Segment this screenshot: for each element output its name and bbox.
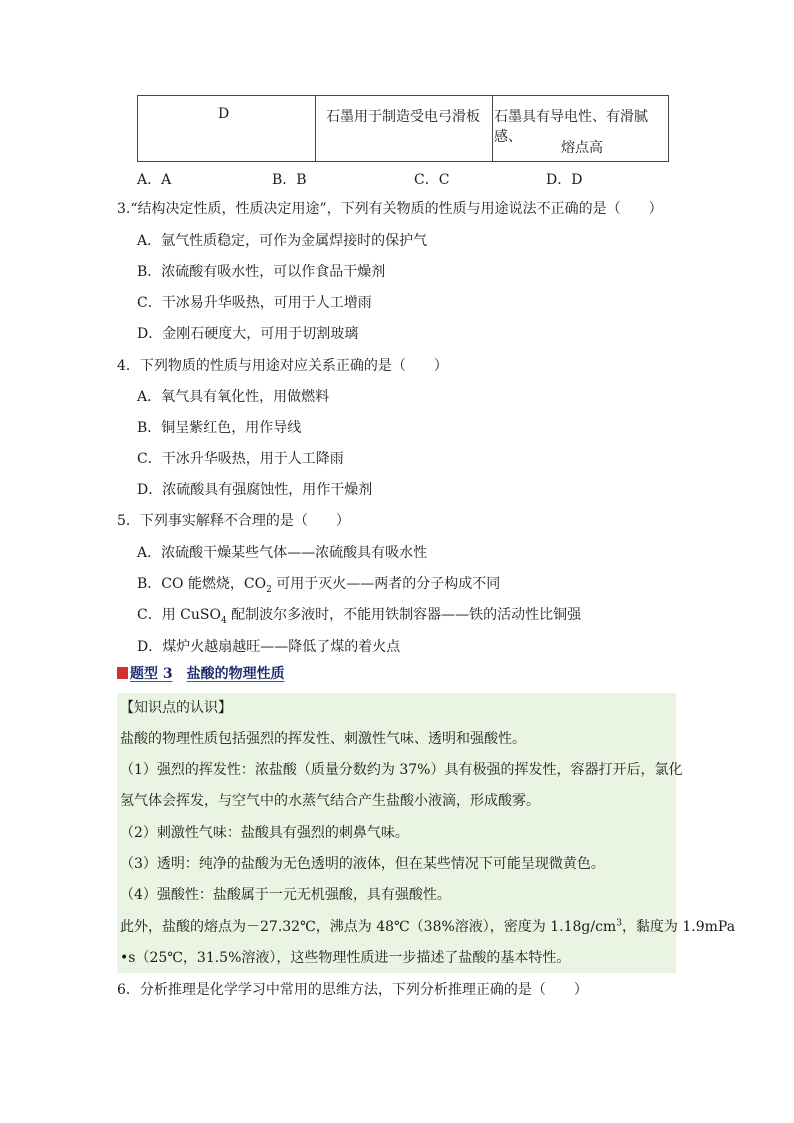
option-b: B．CO 能燃烧，$CO_2$ 可用于灭火——两者的分子构成不同 (137, 576, 501, 595)
choice-a: A．A (137, 172, 172, 188)
option-d: D．浓硫酸具有强腐蚀性，用作干燥剂 (137, 482, 373, 498)
question-3 (117, 199, 697, 342)
question-6-stem: 6．分析推理是化学学习中常用的思维方法，下列分析推理正确的是（ ） (117, 982, 588, 998)
option-c: C．用 CuSO$_4$ 配制波尔多液时，不能用铁制容器——铁的活动性比铜强 (137, 607, 582, 626)
table-divider (492, 96, 493, 161)
knowledge-point-4: （4）强酸性：盐酸属于一元无机强酸，具有强酸性。 (120, 887, 451, 903)
knowledge-extra: 此外，盐酸的熔点为－27.32℃，沸点为 48℃（38%溶液），密度为 $1.18g/cm^3$，黏度为 1.9mPa (120, 918, 736, 935)
knowledge-box (117, 693, 736, 973)
option-c: C．干冰升华吸热，用于人工降雨 (137, 451, 344, 467)
knowledge-intro: 盐酸的物理性质包括强烈的挥发性、刺激性气味、透明和强酸性。 (120, 731, 526, 747)
option-a: A．氧气具有氧化性，用做燃料 (137, 389, 330, 405)
knowledge-header: 【知识点的认识】 (120, 700, 232, 716)
section-label: 题型 3 (130, 666, 173, 682)
question-4 (117, 356, 697, 496)
question-5 (117, 511, 737, 656)
choice-c: C．C (414, 172, 450, 188)
section-marker-icon (117, 667, 128, 679)
knowledge-point-3: （3）透明：纯净的盐酸为无色透明的液体，但在某些情况下可能呈现微黄色。 (120, 856, 605, 872)
option-d: D．煤炉火越扇越旺——降低了煤的着火点 (137, 639, 401, 655)
section-heading (117, 663, 285, 683)
option-a: A．浓硫酸干燥某些气体——浓硫酸具有吸水性 (137, 545, 428, 561)
question-stem: 5．下列事实解释不合理的是（ ） (117, 513, 350, 529)
table-cell-option: D (218, 106, 230, 122)
knowledge-point-2: （2）刺激性气味：盐酸具有强烈的刺鼻气味。 (120, 825, 409, 841)
answer-table (137, 95, 669, 162)
section-title: 盐酸的物理性质 (186, 666, 285, 682)
question-stem: 4．下列物质的性质与用途对应关系正确的是（ ） (117, 358, 448, 374)
table-cell-property-cont: 熔点高 (561, 140, 603, 156)
option-b: B．铜呈紫红色，用作导线 (137, 420, 302, 436)
choice-d: D．D (546, 172, 583, 188)
option-d: D．金刚石硬度大，可用于切割玻璃 (137, 326, 359, 342)
knowledge-point-1-cont: 氢气体会挥发，与空气中的水蒸气结合产生盐酸小液滴，形成酸雾。 (120, 793, 540, 809)
knowledge-extra-cont: •s（25℃，31.5%溶液），这些物理性质进一步描述了盐酸的基本特性。 (120, 950, 571, 966)
question-stem: 3.“结构决定性质，性质决定用途”，下列有关物质的性质与用途说法不正确的是（ ） (117, 201, 663, 217)
table-cell-usage: 石墨用于制造受电弓滑板 (326, 109, 480, 125)
choice-b: B．B (272, 172, 307, 188)
table-cell-property: 石墨具有导电性、有滑腻感、 (494, 109, 648, 145)
knowledge-point-1: （1）强烈的挥发性：浓盐酸（质量分数约为 37%）具有极强的挥发性，容器打开后，氯化 (120, 762, 683, 778)
table-divider (315, 96, 316, 161)
option-a: A．氩气性质稳定，可作为金属焊接时的保护气 (137, 233, 428, 249)
option-b: B．浓硫酸有吸水性，可以作食品干燥剂 (137, 264, 386, 280)
option-c: C．干冰易升华吸热，可用于人工增雨 (137, 295, 372, 311)
